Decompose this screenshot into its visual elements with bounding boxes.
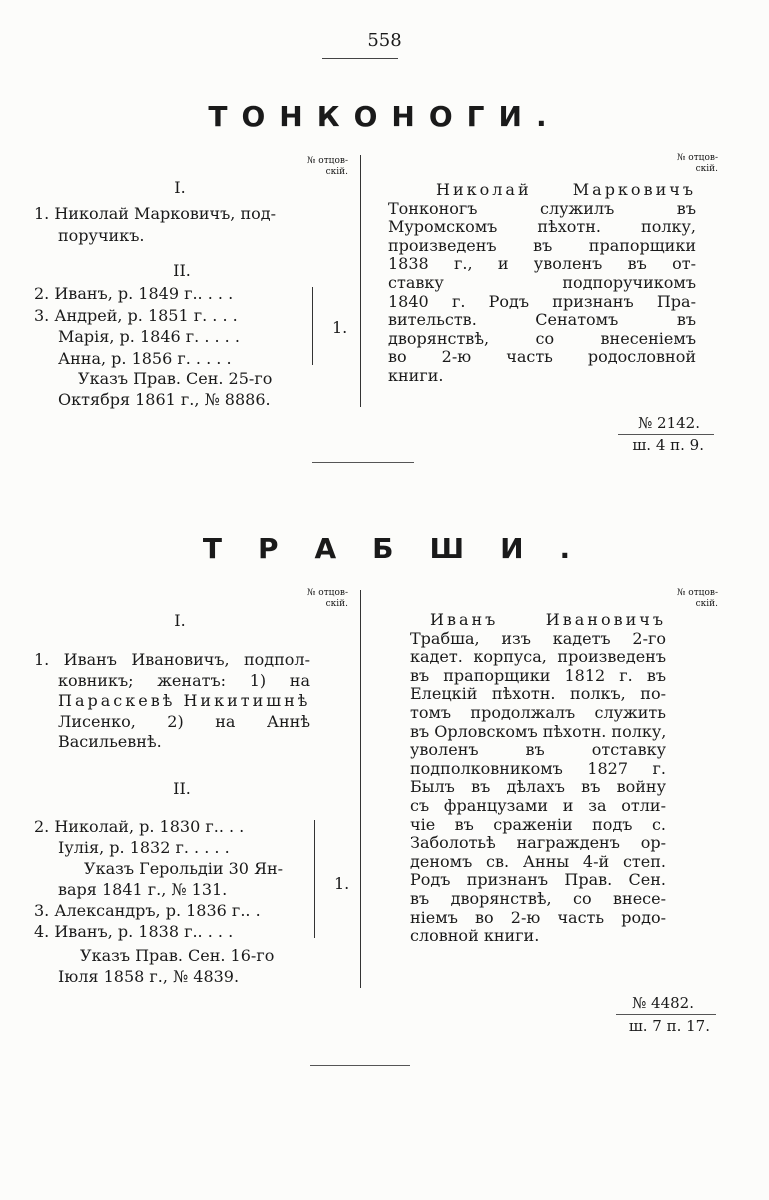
section-separator xyxy=(310,1065,410,1066)
col-header-left: № отцов- скій. xyxy=(306,588,348,609)
father-number: 1. xyxy=(334,874,350,893)
biography-paragraph: Иванъ Ивановичъ Трабша, изъ кадетъ 2-го кадет. корпуса, произведенъ въ прапорщики 1812 г. въ Елецкій пѣхотн. полкъ, по- томъ продолжалъ служить въ Орловскомъ пѣхотн. полку, уволенъ въ отставку подполковникомъ 1827 г. Былъ въ дѣлахъ въ войну съ французами и за отли- чіе въ сраженіи подъ с. Заболотьѣ награжденъ ор- деномъ св. Анны 4-й степ. Родъ признанъ Прав. Сен. въ дворянствѣ, со внесе- ніемъ во 2-ю часть родо- словной книги. xyxy=(410,610,667,946)
col-header-right: № отцов- скій. xyxy=(676,588,718,609)
reference-sub: ш. 4 п. 9. xyxy=(632,436,704,454)
entry-line: Марія, р. 1846 г. . . . . xyxy=(58,327,240,346)
entry-line: Анна, р. 1856 г. . . . . xyxy=(58,348,232,368)
col-header-right: № отцов- скій. xyxy=(676,153,718,174)
page-number: 558 xyxy=(367,30,402,51)
entry-line: Лисенко, 2) на Аннѣ xyxy=(58,711,310,731)
generation-2-entries xyxy=(34,818,283,941)
entry-line: 3. Андрей, р. 1851 г. . . . xyxy=(34,305,238,325)
reference-rule xyxy=(616,1014,716,1015)
entry-line: 2. Иванъ, р. 1849 г.. . . . xyxy=(34,284,234,303)
entry-line: 1. Николай Марковичъ, под- xyxy=(34,204,277,223)
generation-heading: II. xyxy=(173,779,191,798)
section-separator xyxy=(312,462,414,463)
reference-number: № 4482. xyxy=(632,994,694,1012)
biography-paragraph: Николай Марковичъ Тонконогъ служилъ въ Муромскомъ пѣхотн. полку, произведенъ въ прапорщики 1838 г., и уволенъ въ от- ставку подпоручикомъ 1840 г. Родъ признанъ Пра- вительств. Сенатомъ въ дворянствѣ, со внесеніемъ во 2-ю часть родословной книги. xyxy=(388,180,696,385)
father-number: 1. xyxy=(332,318,348,337)
entry-line: 4. Иванъ, р. 1838 г.. . . . xyxy=(34,922,234,941)
section-title-tonkonogi: ТОНКОНОГИ. xyxy=(208,100,561,133)
generation-heading: II. xyxy=(173,261,191,280)
entry-line: Іулія, р. 1832 г. . . . . xyxy=(58,838,230,857)
generation-1-entries xyxy=(34,205,276,245)
section-title-trabshi: ТРАБШИ. xyxy=(202,532,607,565)
entry-line: ковникъ; женатъ: 1) на xyxy=(58,670,310,690)
entry-line: Указъ Герольдіи 30 Ян- xyxy=(84,859,284,878)
entry-line: 3. Александръ, р. 1836 г.. . xyxy=(34,901,261,920)
entry-line: 1. Иванъ Ивановичъ, подпол- xyxy=(34,650,310,669)
sibling-brace xyxy=(314,820,315,938)
col-header-left: № отцов- скій. xyxy=(306,156,348,177)
entry-line: Васильевнѣ. xyxy=(58,732,162,752)
decree-text: Указъ Прав. Сен. 16-го Іюля 1858 г., № 4839. xyxy=(58,946,275,986)
reference-sub: ш. 7 п. 17. xyxy=(628,1017,710,1035)
entry-line: варя 1841 г., № 131. xyxy=(58,880,228,899)
entry-line: Параскевѣ Никитишнѣ xyxy=(58,691,311,711)
column-divider xyxy=(360,155,361,407)
reference-number: № 2142. xyxy=(638,414,700,432)
generation-heading: I. xyxy=(174,611,186,630)
generation-heading: I. xyxy=(174,178,186,197)
generation-2-entries xyxy=(34,285,240,368)
reference-rule xyxy=(618,434,714,435)
decree-text: Указъ Прав. Сен. 25-го Октября 1861 г., № 8886. xyxy=(58,369,273,409)
page-number-rule xyxy=(322,58,398,59)
entry-line: поручикъ. xyxy=(58,226,145,245)
generation-1-entries xyxy=(34,651,310,752)
entry-line: 2. Николай, р. 1830 г.. . . xyxy=(34,817,245,836)
column-divider xyxy=(360,590,361,988)
sibling-brace xyxy=(312,287,313,365)
